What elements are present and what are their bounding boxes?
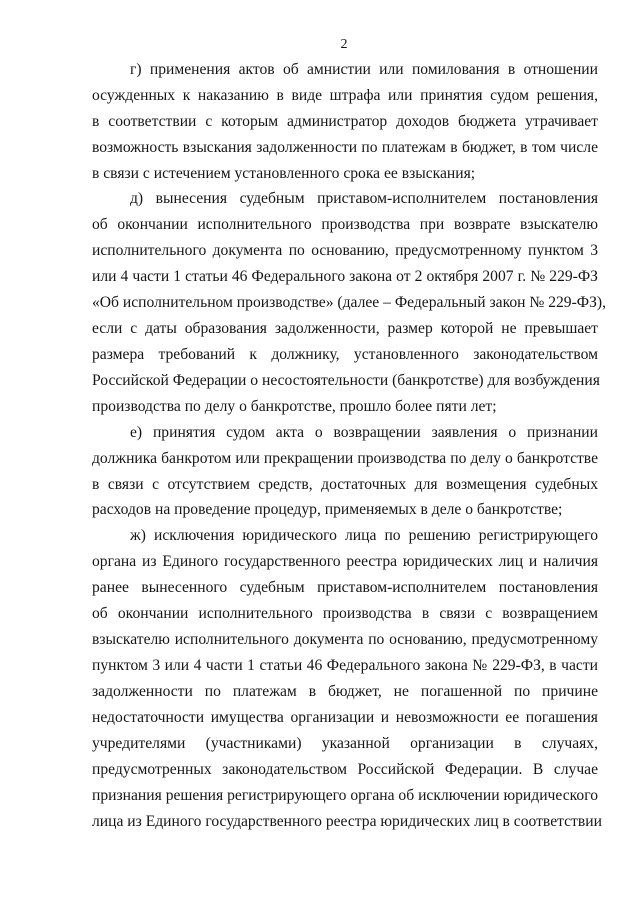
paragraph-d-line-3: исполнительного документа по основанию, предусмотренному пунктом 3 <box>92 242 598 259</box>
paragraph-zh-line-2: органа из Единого государственного реестра юридических лиц и наличия <box>92 553 598 570</box>
paragraph-g-line-3: в соответствии с которым администратор доходов бюджета утрачивает <box>92 113 598 130</box>
paragraph-g-line-1: г) применения актов об амнистии или помилования в отношении <box>130 61 598 78</box>
paragraph-d-line-2: об окончании исполнительного производства при возврате взыскателю <box>92 216 598 233</box>
paragraph-zh-line-11: признания решения регистрирующего органа об исключении юридического <box>92 787 598 804</box>
paragraph-zh-line-7: задолженности по платежам в бюджет, не погашенной по причине <box>92 683 598 700</box>
paragraph-zh-line-9: учредителями (участниками) указанной организации в случаях, <box>92 735 598 752</box>
paragraph-e-line-2: должника банкротом или прекращении производства по делу о банкротстве <box>92 450 598 467</box>
paragraph-zh-line-3: ранее вынесенного судебным приставом-исполнителем постановления <box>92 579 598 596</box>
paragraph-zh-line-4: об окончании исполнительного производства в связи с возвращением <box>92 605 598 622</box>
paragraph-zh-line-5: взыскателю исполнительного документа по основанию, предусмотренному <box>92 631 598 648</box>
paragraph-e-line-3: в связи с отсутствием средств, достаточных для возмещения судебных <box>92 476 598 493</box>
paragraph-zh-line-1: ж) исключения юридического лица по решению регистрирующего <box>130 527 598 544</box>
paragraph-e-line-1: е) принятия судом акта о возвращении заявления о признании <box>130 424 598 441</box>
page-number: 2 <box>340 37 348 52</box>
paragraph-d-line-8: Российской Федерации о несостоятельности (банкротстве) для возбуждения <box>92 372 600 389</box>
paragraph-d-line-7: размера требований к должнику, установленного законодательством <box>92 346 598 363</box>
paragraph-d-line-1: д) вынесения судебным приставом-исполнителем постановления <box>130 190 598 207</box>
paragraph-g-line-2: осужденных к наказанию в виде штрафа или принятия судом решения, <box>92 87 598 104</box>
paragraph-zh-line-10: предусмотренных законодательством Российской Федерации. В случае <box>92 761 598 778</box>
paragraph-g-line-5: в связи с истечением установленного срока ее взыскания; <box>92 165 476 182</box>
paragraph-zh-line-8: недостаточности имущества организации и невозможности ее погашения <box>92 709 598 726</box>
paragraph-e-line-4: расходов на проведение процедур, применяемых в деле о банкротстве; <box>92 501 563 518</box>
paragraph-zh-line-12: лица из Единого государственного реестра юридических лиц в соответствии <box>92 813 602 830</box>
paragraph-d-line-5: «Об исполнительном производстве» (далее – Федеральный закон № 229-ФЗ), <box>92 294 607 311</box>
paragraph-zh-line-6: пунктом 3 или 4 части 1 статьи 46 Федерального закона № 229-ФЗ, в части <box>92 657 598 674</box>
paragraph-g-line-4: возможность взыскания задолженности по платежам в бюджет, в том числе <box>92 139 598 156</box>
paragraph-d-line-9: производства по делу о банкротстве, прошло более пяти лет; <box>92 398 497 415</box>
paragraph-d-line-4: или 4 части 1 статьи 46 Федерального закона от 2 октября 2007 г. № 229-ФЗ <box>92 268 598 285</box>
paragraph-d-line-6: если с даты образования задолженности, размер которой не превышает <box>92 320 598 337</box>
